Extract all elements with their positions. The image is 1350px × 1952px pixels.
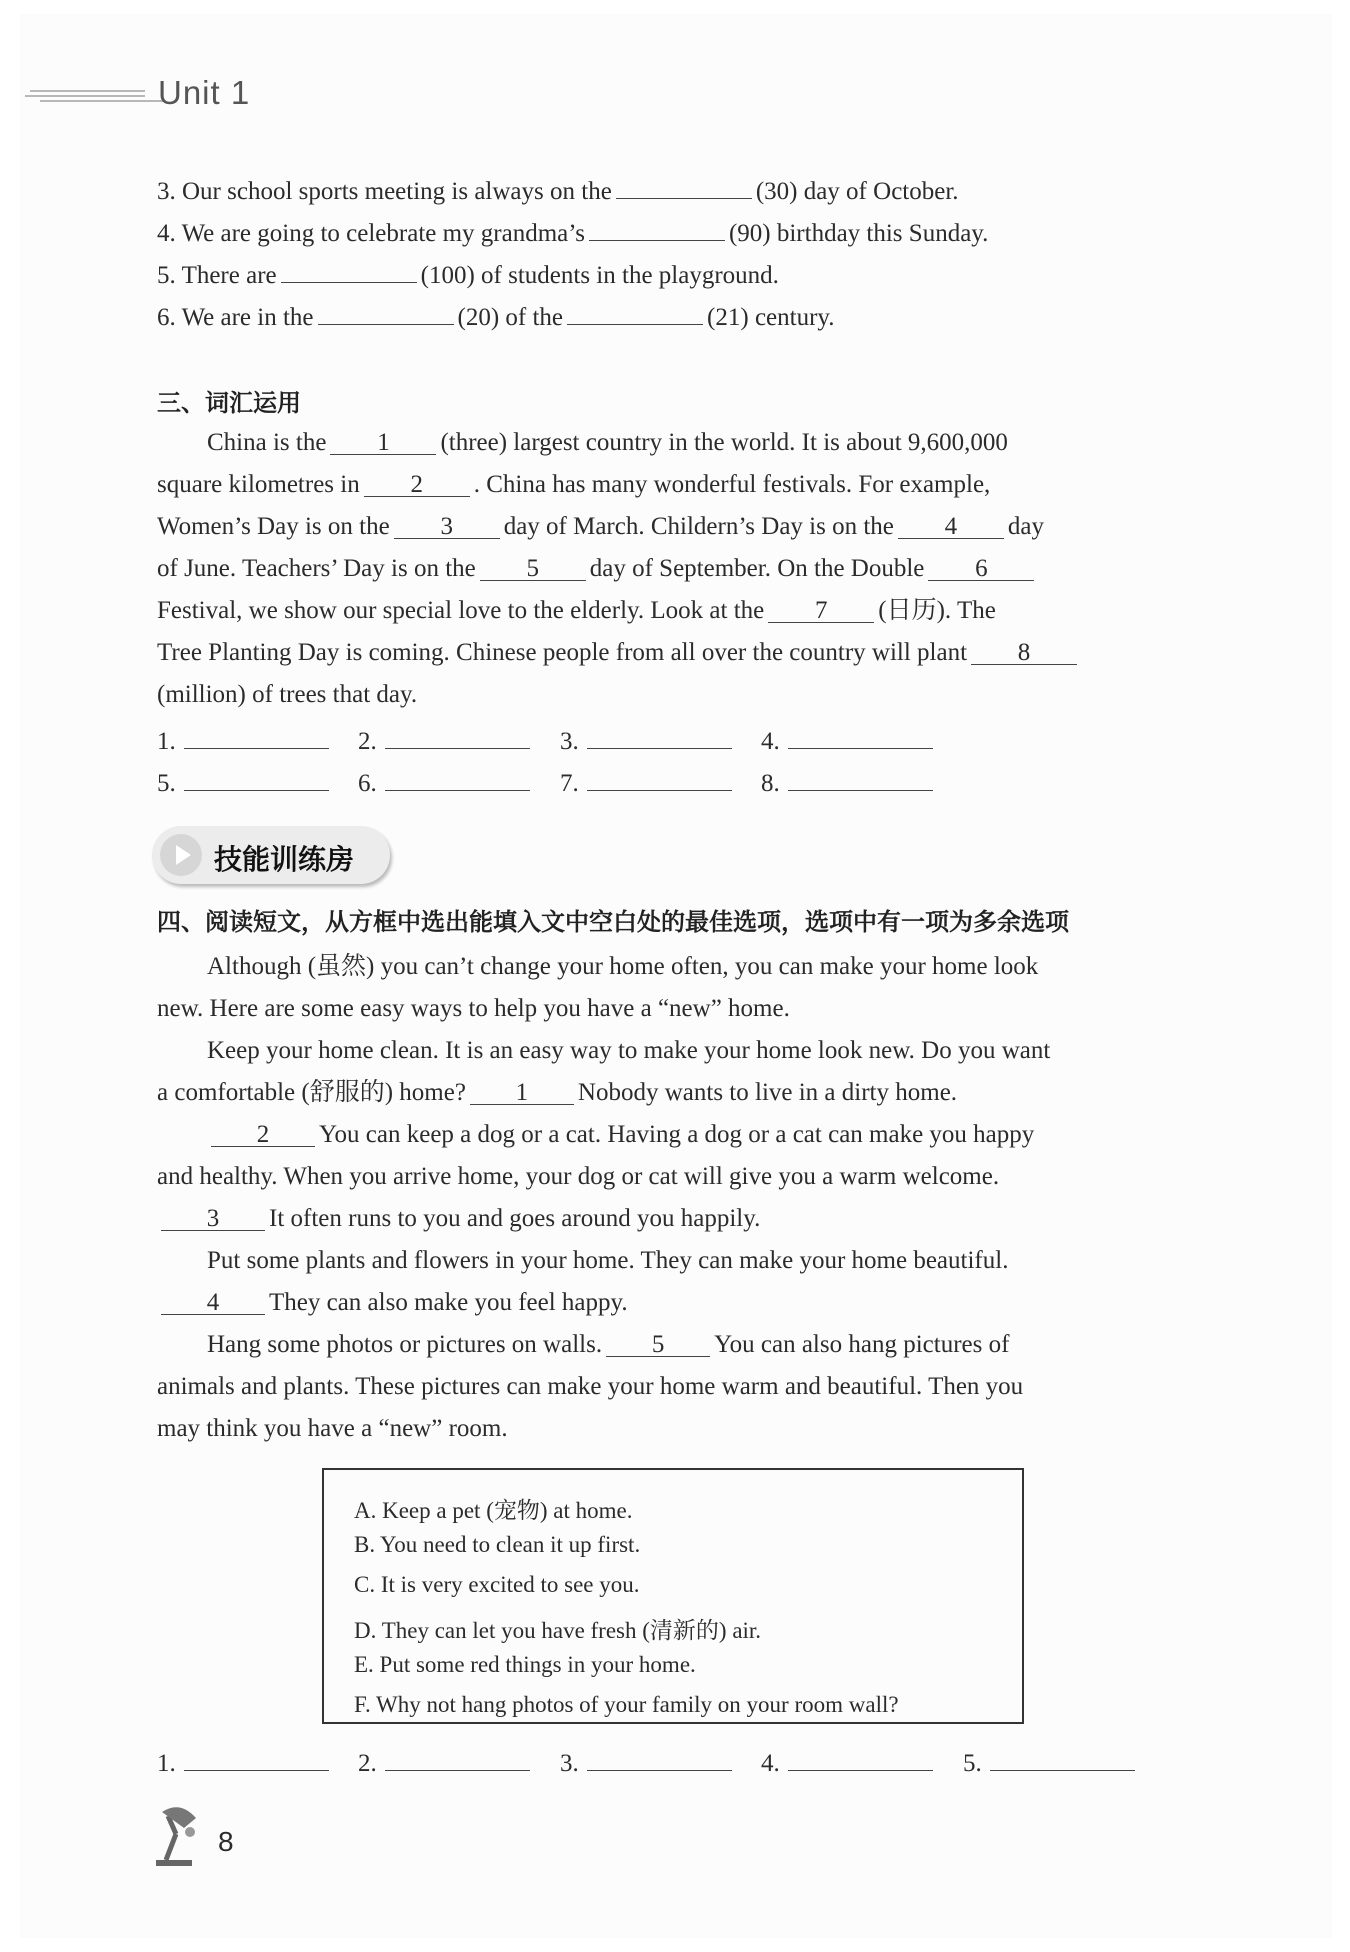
skill-banner: [152, 826, 390, 884]
answer-slot[interactable]: [358, 1744, 530, 1778]
answer-blank[interactable]: [589, 214, 725, 241]
section3-title: 三、词汇运用: [157, 389, 301, 417]
fill-item: [157, 172, 959, 207]
item-text: Our school sports meeting is always on the: [182, 178, 612, 205]
numbered-blank[interactable]: 4: [898, 512, 1004, 539]
passage-text: Nobody wants to live in a dirty home.: [577, 1079, 958, 1106]
fill-item: [157, 298, 835, 333]
lamp-icon: [152, 1802, 212, 1870]
answer-label: 1.: [157, 1750, 176, 1777]
option-d: D. They can let you have fresh (清新的) air.: [354, 1618, 762, 1643]
passage-line: [207, 1120, 1034, 1150]
passage-line: [157, 1204, 760, 1234]
fill-item: [157, 214, 988, 249]
answer-label: 1.: [157, 728, 176, 755]
answer-slot[interactable]: [157, 764, 329, 798]
item-number: 6.: [157, 304, 182, 331]
passage-text: They can also make you feel happy.: [269, 1289, 628, 1316]
item-text: (100) of students in the playground.: [420, 262, 779, 289]
passage-text: day of September. On the Double: [589, 555, 925, 582]
item-text: (20) of the: [457, 304, 564, 331]
option-c: C. It is very excited to see you.: [354, 1572, 640, 1597]
passage-text: Festival, we show our special love to the elderly. Look at the: [157, 597, 765, 624]
option-f: F. Why not hang photos of your family on your room wall?: [354, 1692, 899, 1717]
answer-slot[interactable]: [761, 1744, 933, 1778]
passage-line: [207, 952, 1038, 982]
passage-text: Women’s Day is on the: [157, 513, 390, 540]
passage-text: new. Here are some easy ways to help you have a “new” home.: [157, 995, 790, 1022]
passage-text: square kilometres in: [157, 471, 360, 498]
answer-slot[interactable]: [761, 764, 933, 798]
numbered-blank[interactable]: 2: [364, 470, 470, 497]
answer-line[interactable]: [385, 1744, 530, 1771]
option-e: E. Put some red things in your home.: [354, 1652, 696, 1677]
passage-text: of June. Teachers’ Day is on the: [157, 555, 476, 582]
section4-title: 四、阅读短文，从方框中选出能填入文中空白处的最佳选项，选项中有一项为多余选项: [157, 908, 1069, 936]
answer-line[interactable]: [184, 764, 329, 791]
numbered-blank[interactable]: 5: [606, 1330, 710, 1357]
answer-slot[interactable]: [560, 1744, 732, 1778]
answer-label: 4.: [761, 1750, 780, 1777]
passage-line: [157, 512, 1044, 542]
option-a: A. Keep a pet (宠物) at home.: [354, 1498, 633, 1523]
passage-text: animals and plants. These pictures can make your home warm and beautiful. Then you: [157, 1373, 1024, 1400]
passage-line: [157, 1414, 508, 1444]
option-b: B. You need to clean it up first.: [354, 1532, 641, 1557]
item-text: (90) birthday this Sunday.: [728, 220, 989, 247]
passage-text: Tree Planting Day is coming. Chinese people from all over the country will plant: [157, 639, 968, 666]
item-number: 5.: [157, 262, 182, 289]
item-text: There are: [181, 262, 277, 289]
numbered-blank[interactable]: 6: [928, 554, 1034, 581]
answer-slot[interactable]: [560, 764, 732, 798]
answer-slot[interactable]: [358, 722, 530, 756]
answer-blank[interactable]: [281, 256, 417, 283]
answer-label: 6.: [358, 770, 377, 797]
passage-text: You can keep a dog or a cat. Having a dog or a cat can make you happy: [319, 1121, 1035, 1148]
item-number: 4.: [157, 220, 182, 247]
passage-line: [157, 994, 790, 1024]
passage-text: day: [1007, 513, 1044, 540]
numbered-blank[interactable]: 1: [330, 428, 436, 455]
answer-slot[interactable]: [560, 722, 732, 756]
passage-text: . China has many wonderful festivals. For example,: [473, 471, 991, 498]
answer-line[interactable]: [587, 722, 732, 749]
passage-text: Keep your home clean. It is an easy way to make your home look new. Do you want: [207, 1037, 1051, 1064]
unit-title: Unit 1: [158, 74, 251, 111]
answer-slot[interactable]: [157, 1744, 329, 1778]
passage-line: [157, 554, 1038, 584]
skill-banner-label: 技能训练房: [214, 843, 355, 876]
passage-text: may think you have a “new” room.: [157, 1415, 508, 1442]
answer-slot[interactable]: [358, 764, 530, 798]
answer-line[interactable]: [788, 1744, 933, 1771]
answer-blank[interactable]: [616, 172, 752, 199]
numbered-blank[interactable]: 2: [211, 1120, 315, 1147]
answer-line[interactable]: [184, 1744, 329, 1771]
passage-line: [207, 1246, 1008, 1276]
passage-text: Hang some photos or pictures on walls.: [207, 1331, 603, 1358]
numbered-blank[interactable]: 1: [470, 1078, 574, 1105]
passage-line: [157, 1288, 628, 1318]
options-box: [322, 1468, 1024, 1724]
passage-text: You can also hang pictures of: [714, 1331, 1010, 1358]
answer-label: 2.: [358, 728, 377, 755]
header-decoration: [0, 60, 150, 110]
item-text: (30) day of October.: [755, 178, 959, 205]
answer-label: 8.: [761, 770, 780, 797]
answer-line[interactable]: [788, 722, 933, 749]
numbered-blank[interactable]: 5: [480, 554, 586, 581]
passage-line: [207, 1330, 1009, 1360]
numbered-blank[interactable]: 3: [161, 1204, 265, 1231]
item-text: (21) century.: [707, 304, 835, 331]
answer-label: 2.: [358, 1750, 377, 1777]
answer-label: 4.: [761, 728, 780, 755]
answer-slot[interactable]: [963, 1744, 1135, 1778]
passage-line: [157, 470, 990, 500]
item-number: 3.: [157, 178, 182, 205]
passage-text: (three) largest country in the world. It is about 9,600,000: [440, 429, 1008, 456]
answer-label: 5.: [157, 770, 176, 797]
item-text: We are in the: [181, 304, 314, 331]
passage-text: (million) of trees that day.: [157, 681, 418, 708]
passage-line: [157, 1372, 1023, 1402]
numbered-blank[interactable]: 7: [768, 596, 874, 623]
passage-line: [157, 1162, 999, 1192]
answer-slot[interactable]: [761, 722, 933, 756]
passage-line: [157, 596, 996, 626]
passage-text: China is the: [207, 429, 327, 456]
answer-label: 7.: [560, 770, 579, 797]
answer-line[interactable]: [587, 1744, 732, 1771]
answer-line[interactable]: [385, 764, 530, 791]
passage-text: day of March. Childern’s Day is on the: [503, 513, 894, 540]
passage-line: [157, 638, 1081, 668]
answer-line[interactable]: [990, 1744, 1135, 1771]
passage-text: (日历). The: [878, 597, 996, 624]
answer-blank[interactable]: [567, 298, 703, 325]
answer-line[interactable]: [788, 764, 933, 791]
passage-line: [157, 1078, 957, 1108]
passage-line: [157, 680, 417, 710]
page-number: 8: [218, 1826, 234, 1857]
fill-item: [157, 256, 779, 291]
answer-slot[interactable]: [157, 722, 329, 756]
answer-label: 3.: [560, 1750, 579, 1777]
passage-line: [207, 428, 1008, 458]
answer-line[interactable]: [184, 722, 329, 749]
answer-label: 5.: [963, 1750, 982, 1777]
numbered-blank[interactable]: 3: [394, 512, 500, 539]
passage-line: [207, 1036, 1050, 1066]
passage-text: It often runs to you and goes around you happily.: [269, 1205, 761, 1232]
answer-line[interactable]: [587, 764, 732, 791]
numbered-blank[interactable]: 8: [971, 638, 1077, 665]
numbered-blank[interactable]: 4: [161, 1288, 265, 1315]
passage-text: and healthy. When you arrive home, your dog or cat will give you a warm welcome.: [157, 1163, 1000, 1190]
answer-blank[interactable]: [318, 298, 454, 325]
answer-label: 3.: [560, 728, 579, 755]
passage-text: Although (虽然) you can’t change your home often, you can make your home look: [207, 953, 1039, 980]
answer-line[interactable]: [385, 722, 530, 749]
passage-text: a comfortable (舒服的) home?: [157, 1079, 466, 1106]
item-text: We are going to celebrate my grandma’s: [181, 220, 585, 247]
passage-text: Put some plants and flowers in your home. They can make your home beautiful.: [207, 1247, 1009, 1274]
